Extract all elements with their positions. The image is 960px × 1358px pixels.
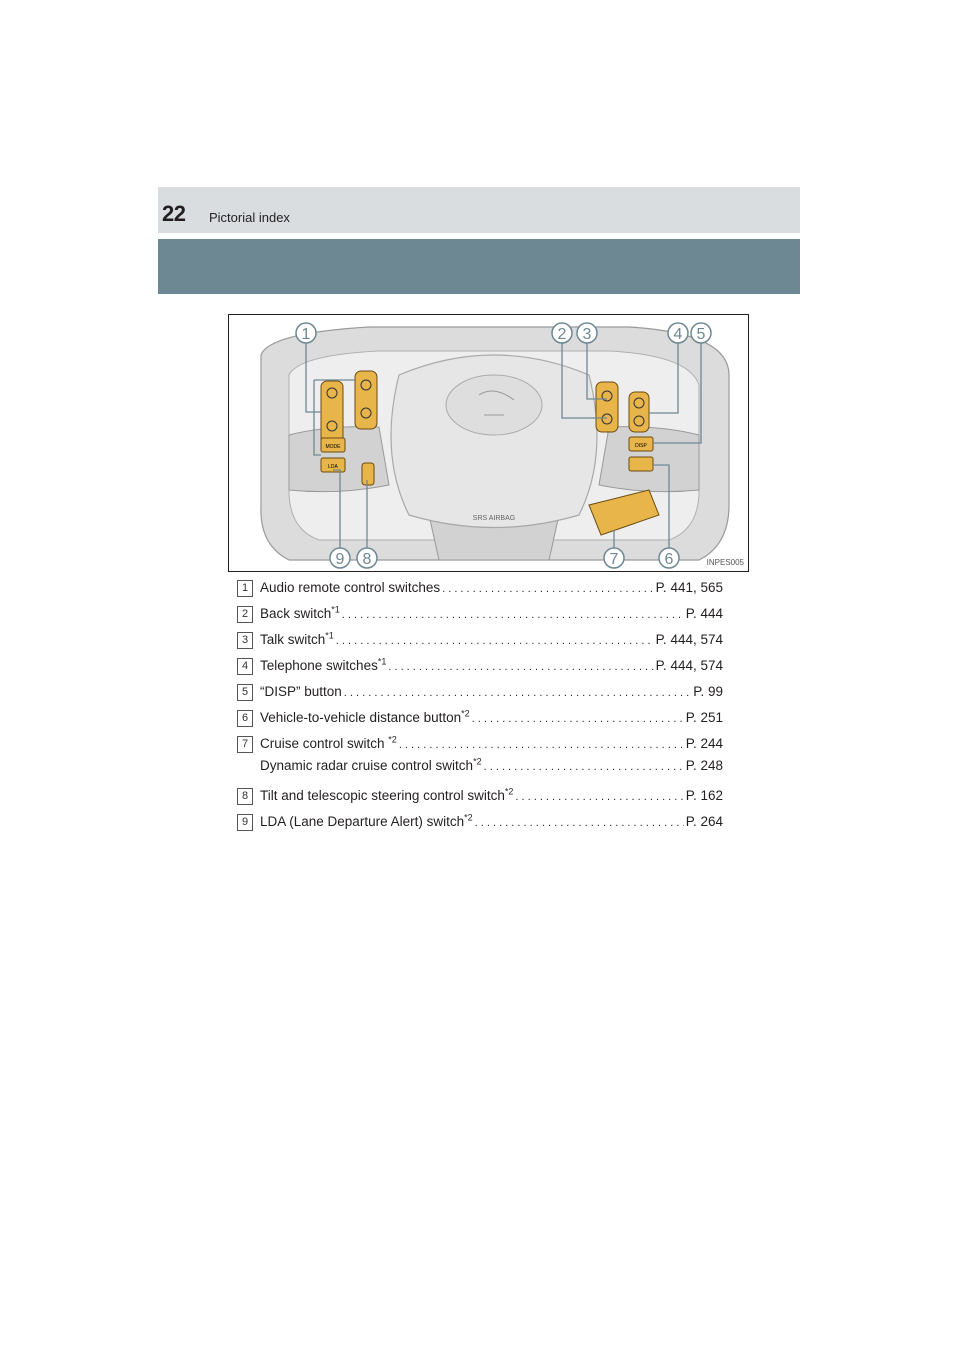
page-reference[interactable]: P. 248: [685, 758, 723, 773]
item-label: “DISP” button: [260, 684, 342, 699]
item-number: 1: [237, 580, 253, 597]
leader-dots: [442, 583, 654, 595]
item-number: 3: [237, 632, 253, 649]
item-label: Tilt and telescopic steering control switch: [260, 788, 505, 803]
list-item: [237, 630, 723, 656]
item-label: LDA (Lane Departure Alert) switch: [260, 814, 465, 829]
leader-dots: [472, 713, 684, 725]
lda-label: LDA: [328, 464, 338, 470]
page-number: 22: [162, 201, 186, 226]
page-reference[interactable]: P. 444, 574: [655, 632, 723, 647]
footnote-mark: *1: [331, 604, 340, 615]
callout-3: 3: [582, 326, 592, 343]
callout-6: 6: [664, 551, 674, 568]
leader-dots: [342, 609, 684, 621]
footnote-mark: *2: [473, 756, 482, 767]
item-label: Audio remote control switches: [260, 580, 441, 595]
index-line: [260, 736, 723, 751]
callout-4: 4: [673, 326, 683, 343]
list-item: [237, 604, 723, 630]
page-reference[interactable]: P. 244: [685, 736, 723, 751]
list-item: [237, 656, 723, 682]
callout-7: 7: [609, 551, 619, 568]
item-number: 8: [237, 788, 253, 805]
item-number: 4: [237, 658, 253, 675]
list-item: [237, 682, 723, 708]
item-label: Cruise control switch: [260, 736, 389, 751]
callout-9: 9: [335, 551, 345, 568]
footnote-mark: *2: [504, 786, 514, 797]
item-label: Talk switch: [260, 632, 326, 647]
leader-dots: [399, 739, 684, 751]
page-reference[interactable]: P. 251: [685, 710, 723, 725]
page-reference[interactable]: P. 264: [685, 814, 723, 829]
item-number: 9: [237, 814, 253, 831]
figure-id: INPES005: [706, 558, 744, 567]
footnote-mark: *2: [461, 708, 470, 719]
disp-label: DISP: [635, 443, 647, 449]
index-list: [237, 578, 723, 838]
leader-dots: [388, 661, 653, 673]
item-label: Back switch: [260, 606, 332, 621]
index-line: [260, 632, 723, 647]
section-title: Pictorial index: [209, 210, 290, 225]
logo-emblem: [446, 375, 542, 435]
item-number: 2: [237, 606, 253, 623]
item-label: Dynamic radar cruise control switch: [260, 758, 474, 773]
leader-dots: [344, 687, 691, 699]
item-number: 5: [237, 684, 253, 701]
item-number: 7: [237, 736, 253, 753]
footnote-mark: *1: [325, 630, 334, 641]
index-line: [260, 658, 723, 673]
list-item: [237, 734, 723, 786]
index-line: [260, 758, 723, 773]
distance-button: [629, 457, 653, 471]
page-reference[interactable]: P. 444: [685, 606, 723, 621]
callout-8: 8: [362, 551, 372, 568]
section-band: [158, 239, 800, 294]
list-item: [237, 708, 723, 734]
item-label: Vehicle-to-vehicle distance button: [260, 710, 462, 725]
index-line: [260, 606, 723, 621]
steering-wheel-illustration: [228, 314, 749, 572]
item-number: 6: [237, 710, 253, 727]
list-item: [237, 578, 723, 604]
page-reference[interactable]: P. 441, 565: [655, 580, 723, 595]
mode-label: MODE: [325, 444, 341, 450]
leader-dots: [336, 635, 654, 647]
page-reference[interactable]: P. 444, 574: [655, 658, 723, 673]
airbag-text: SRS AIRBAG: [472, 515, 516, 522]
leader-dots: [484, 761, 684, 773]
callout-5: 5: [696, 326, 706, 343]
index-line: [260, 814, 723, 829]
footnote-mark: *2: [388, 734, 397, 745]
callout-2: 2: [557, 326, 567, 343]
leader-dots: [475, 817, 684, 829]
index-line: [260, 788, 723, 803]
list-item: [237, 786, 723, 812]
leader-dots: [515, 791, 683, 803]
page-reference[interactable]: P. 99: [693, 684, 723, 699]
page-reference[interactable]: P. 162: [685, 788, 723, 803]
footnote-mark: *2: [464, 812, 473, 823]
tilt-telescopic-switch: [362, 463, 374, 485]
list-item: [237, 812, 723, 838]
index-line: [260, 684, 723, 699]
steering-wheel-svg: [229, 315, 749, 572]
index-line: [260, 710, 723, 725]
item-label: Telephone switches: [260, 658, 378, 673]
index-line: [260, 580, 723, 595]
callout-1: 1: [301, 326, 311, 343]
footnote-mark: *1: [377, 656, 387, 667]
